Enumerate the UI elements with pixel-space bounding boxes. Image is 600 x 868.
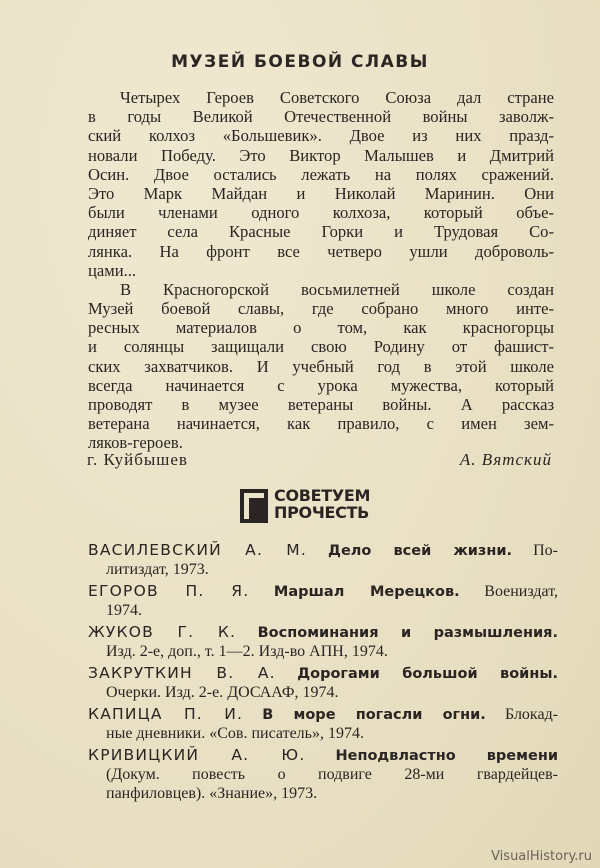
book-details: Воениздат, <box>484 583 559 600</box>
book-author: ЕГОРОВ П. Я. <box>88 582 250 600</box>
article-line: Музей боевой славы, где собрано много инте- <box>88 299 554 319</box>
article-place: г. Куйбышев <box>87 450 188 469</box>
book-entry <box>88 623 558 661</box>
book-title: Маршал Мерецков. <box>273 584 460 600</box>
book-entry <box>88 664 558 702</box>
recommend-logo <box>240 486 400 527</box>
book-details: ные дневники. «Сов. писатель», 1974. <box>106 725 364 742</box>
book-author: ЖУКОВ Г. К. <box>88 623 237 641</box>
article-line: Осин. Двое остались лежать на полях сражений. <box>88 164 554 184</box>
book-title: Неподвластно времени <box>335 748 559 764</box>
article-line: всегда начинается с урока мужества, который <box>88 375 554 395</box>
article-line: Это Марк Майдан и Николай Маринин. Они <box>88 183 554 203</box>
article-line: ресных материалов о том, как красногорцы <box>88 318 554 338</box>
book-details: (Докум. повесть о подвиге 28-ми гвардейцев- <box>106 766 558 783</box>
article-body <box>88 88 554 453</box>
article-line: Четырех Героев Советского Союза дал стране <box>120 88 554 107</box>
article-line: диняет села Красные Горки и Трудовая Со- <box>88 222 554 242</box>
book-details: панфиловцев). «Знание», 1973. <box>106 785 318 802</box>
book-entry <box>88 705 558 743</box>
article-title: МУЗЕЙ БОЕВОЙ СЛАВЫ <box>171 52 429 72</box>
book-title: Воспоминания и размышления. <box>257 625 558 641</box>
book-details: литиздат, 1973. <box>106 561 209 578</box>
article-line: ских захватчиков. И учебный год в этой школе <box>88 356 554 376</box>
article-author: А. Вятский <box>459 450 552 469</box>
book-details: 1974. <box>106 602 142 619</box>
article-line: новали Победу. Это Виктор Малышев и Дмитрий <box>88 145 554 165</box>
book-details: Изд. 2-е, доп., т. 1—2. Изд-во АПН, 1974. <box>106 643 388 660</box>
article-line: проводят в музее ветераны войны. А рассказ <box>88 395 554 414</box>
article-line: лянка. На фронт все четверо ушли доброволь- <box>88 241 554 261</box>
article-line: в годы Великой Отечественной войны заволж- <box>88 107 554 127</box>
book-author: ВАСИЛЕВСКИЙ А. М. <box>88 541 307 559</box>
article-line: были членами одного колхоза, который объе- <box>88 203 554 223</box>
book-title: Дорогами большой войны. <box>297 666 558 682</box>
book-details: Блокад- <box>504 706 559 723</box>
book-author: КРИВИЦКИЙ А. Ю. <box>88 746 306 764</box>
book-author: КАПИЦА П. И. <box>88 705 244 723</box>
article-line: ляков-героев. <box>88 433 183 453</box>
book-list <box>88 541 558 806</box>
article-line: ветерана начинается, как правило, с имен зем- <box>88 414 554 434</box>
article-line: и солянцы защищали свою Родину от фашист- <box>88 337 554 357</box>
article-line: цами... <box>88 260 137 280</box>
book-details: Очерки. Изд. 2-е. ДОСААФ, 1974. <box>106 684 339 701</box>
watermark: VisualHistory.ru <box>491 849 592 864</box>
logo-line-1: СОВЕТУЕМ <box>274 486 371 505</box>
book-entry <box>88 746 558 803</box>
book-author: ЗАКРУТКИН В. А. <box>88 664 276 682</box>
article-line: ский колхоз «Большевик». Двое из них празд- <box>88 126 554 146</box>
book-icon <box>240 489 268 523</box>
book-details: По- <box>533 542 558 559</box>
article-line: В Красногорской восьмилетней школе создан <box>120 279 554 299</box>
book-entry <box>88 541 558 579</box>
book-title: Дело всей жизни. <box>328 543 513 559</box>
book-title: В море погасли огни. <box>262 707 486 723</box>
logo-text <box>274 487 370 521</box>
logo-line-2: ПРОЧЕСТЬ <box>274 503 370 522</box>
book-entry <box>88 582 558 620</box>
